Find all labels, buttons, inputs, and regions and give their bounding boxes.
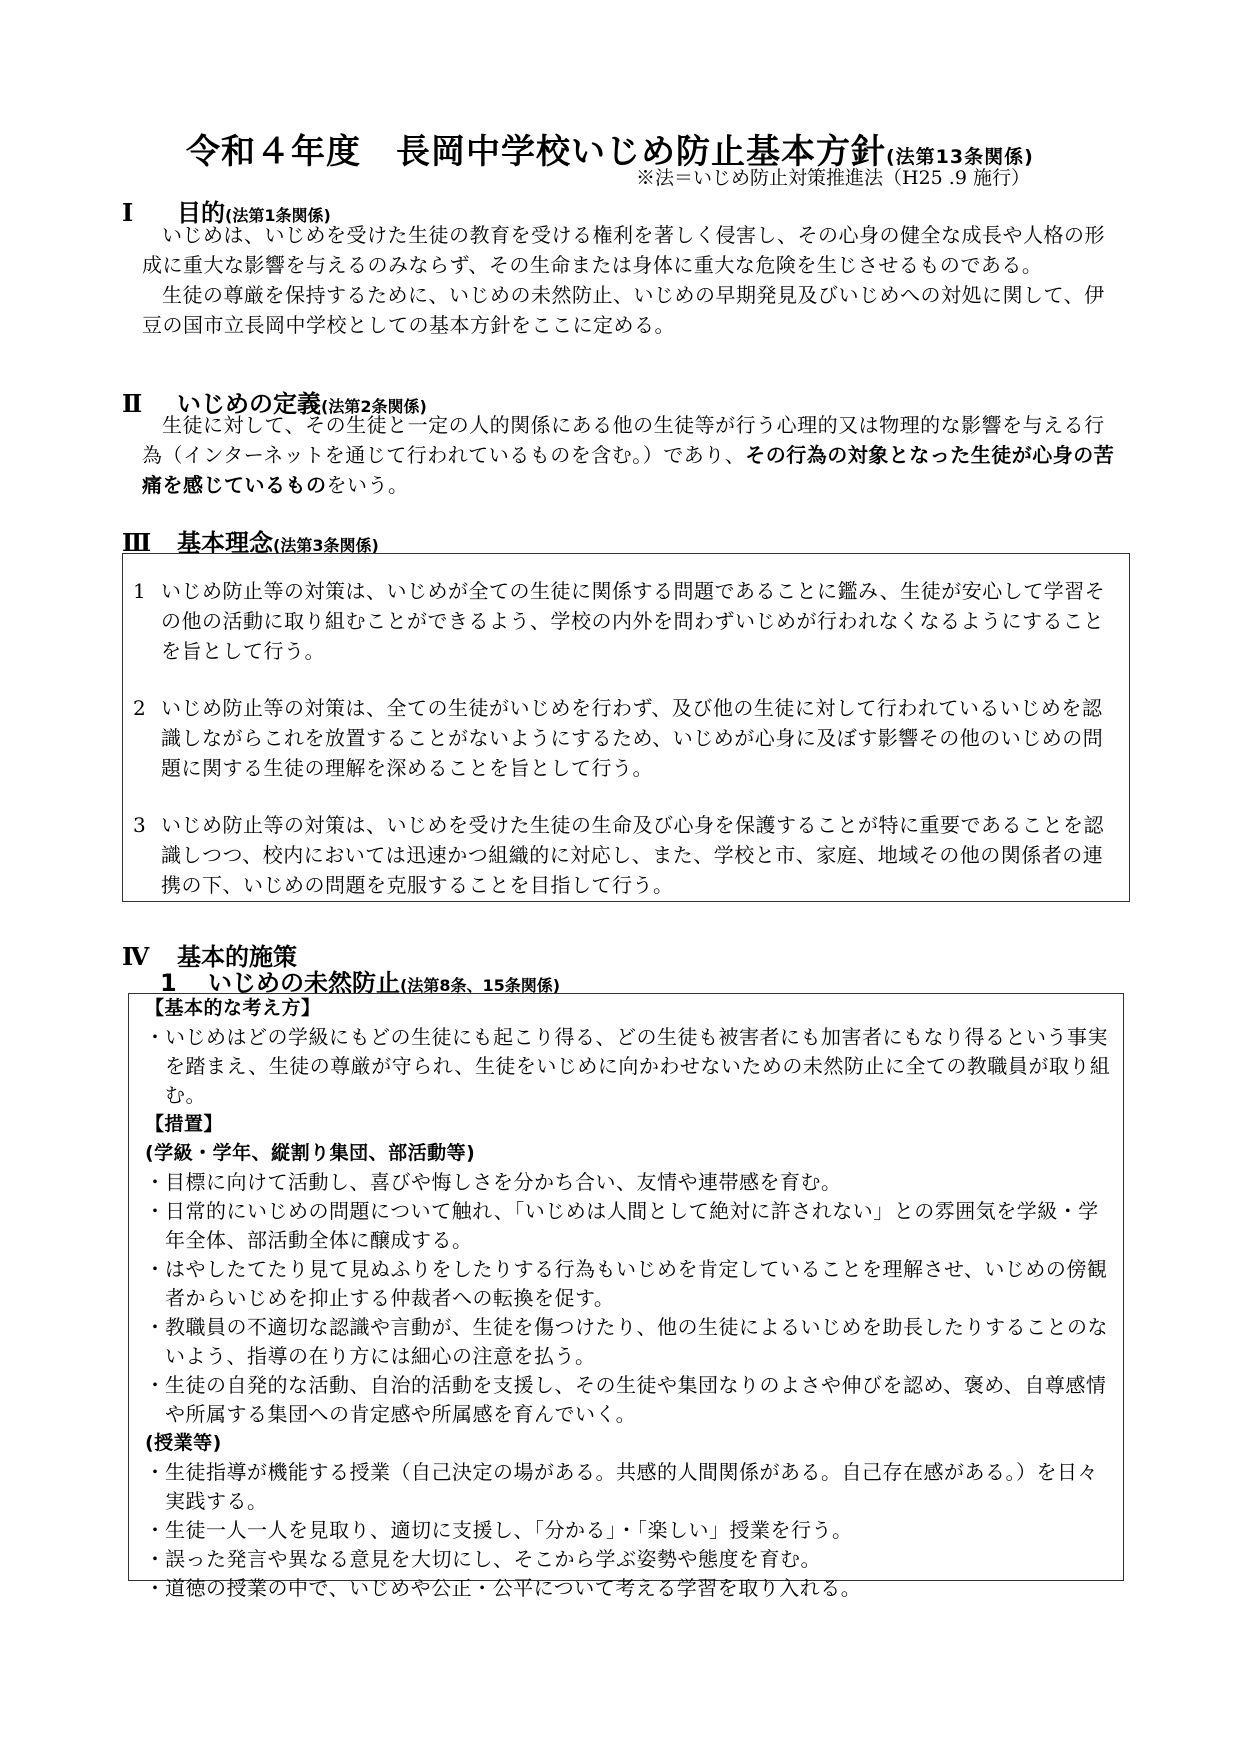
section-4-number: Ⅳ (122, 942, 150, 971)
section-3-title: 基本理念 (177, 529, 273, 557)
bullet: ・ (145, 1315, 166, 1339)
bullet: ・ (145, 1576, 166, 1600)
principle-text: いじめ防止等の対策は、いじめを受けた生徒の生命及び心身を保護することが特に重要であることを認識しつつ、校内においては迅速かつ組織的に対応し、また、学校と市、家庭、地域その他の関係者の連携の下、いじめの問題を克服することを目指して行う。 (161, 813, 1104, 897)
list-item (145, 1371, 1113, 1429)
list-item-text: 誤った発言や異なる意見を大切にし、そこから学ぶ姿勢や態度を育む。 (165, 1547, 821, 1571)
section-4-title: 基本的施策 (177, 943, 297, 971)
subsection-1-title: いじめの未然防止 (208, 969, 400, 997)
list-item-text: 道徳の授業の中で、いじめや公正・公平について考える学習を取り入れる。 (165, 1576, 862, 1600)
section-2-number: Ⅱ (122, 389, 143, 418)
list-item (145, 1168, 1113, 1197)
section-1-law-ref: (法第1条関係) (225, 206, 331, 225)
definition-emphasis: その行為の対象となった生徒が心身の苦痛を感じているもの (142, 443, 1115, 497)
bullet: ・ (145, 1518, 166, 1542)
title-law-ref: (法第13条関係) (886, 146, 1034, 168)
section-1-paragraph-2: 生徒の尊厳を保持するために、いじめの未然防止、いじめの早期発見及びいじめへの対処に関して、伊豆の国市立長岡中学校としての基本方針をここに定める。 (142, 283, 1105, 337)
section-3-number: Ⅲ (122, 528, 152, 557)
principle-number: 1 (133, 579, 147, 603)
section-2-title: いじめの定義 (177, 390, 321, 418)
principle-number: 2 (133, 696, 147, 720)
basic-concept-heading: 【基本的な考え方】 (145, 997, 321, 1019)
section-1-number: Ⅰ (122, 198, 134, 227)
principle-item (133, 810, 1119, 900)
list-item (145, 1458, 1113, 1516)
bullet: ・ (145, 1547, 166, 1571)
list-item-text: 日常的にいじめの問題について触れ、「いじめは人間として絶対に許されない」との雰囲気を学級・学年全体、部活動全体に醸成する。 (165, 1199, 1099, 1252)
subsection-1-number: 1 (160, 969, 177, 997)
bullet: ・ (145, 1373, 166, 1397)
bullet: ・ (145, 1025, 166, 1049)
list-item-text: 教職員の不適切な認識や言動が、生徒を傷つけたり、他の生徒によるいじめを助長したりすることのないよう、指導の在り方には細心の注意を払う。 (165, 1315, 1108, 1368)
bullet: ・ (145, 1257, 166, 1281)
list-item-text: いじめはどの学級にもどの生徒にも起こり得る、どの生徒も被害者にも加害者にもなり得るという事実を踏まえ、生徒の尊厳が守られ、生徒をいじめに向かわせないための未然防止に全ての教職員が取り組む。 (165, 1025, 1111, 1107)
list-item-text: 目標に向けて活動し、喜びや悔しさを分かち合い、友情や連帯感を育む。 (165, 1170, 842, 1194)
principle-number: 3 (133, 813, 147, 837)
principle-item (133, 576, 1119, 666)
basic-principles-box (122, 553, 1130, 902)
section-3-law-ref: (法第3条関係) (273, 536, 379, 555)
definition-text: 生徒に対して、その生徒と一定の人的関係にある他の生徒等が行う心理的又は物理的な影響を与える行為（インターネットを通じて行われているものを含む。）であり、 (142, 413, 1105, 467)
bullet: ・ (145, 1170, 166, 1194)
list-item (145, 1545, 1113, 1574)
title-main: 令和４年度 長岡中学校いじめ防止基本方針 (186, 132, 886, 172)
principle-text: いじめ防止等の対策は、全ての生徒がいじめを行わず、及び他の生徒に対して行われているいじめを認識しながらこれを放置することがないようにするため、いじめが心身に及ぼす影響その他のいじめの問題に関する生徒の理解を深めることを旨として行う。 (161, 696, 1104, 780)
list-item-text: 生徒指導が機能する授業（自己決定の場がある。共感的人間関係がある。自己存在感がある。）を日々実践する。 (165, 1460, 1098, 1513)
list-item (145, 1197, 1113, 1255)
list-item-text: はやしたてたり見て見ぬふりをしたりする行為もいじめを肯定していることを理解させ、いじめの傍観者からいじめを抑止する仲裁者への転換を促す。 (165, 1257, 1108, 1310)
list-item (145, 1574, 1113, 1603)
measures-heading: 【措置】 (145, 1113, 224, 1135)
list-item-text: 生徒一人一人を見取り、適切に支援し、「分かる」・「楽しい」授業を行う。 (165, 1518, 853, 1542)
subsection-1-law-ref: (法第8条、15条関係) (400, 976, 561, 995)
lessons-heading: (授業等) (145, 1432, 222, 1454)
definition-text-end: をいう。 (326, 473, 409, 497)
list-item (145, 1516, 1113, 1545)
prevention-box (128, 993, 1124, 1600)
list-item (145, 1023, 1113, 1110)
class-group-heading: (学級・学年、縦割り集団、部活動等) (145, 1142, 476, 1164)
bullet: ・ (145, 1460, 166, 1484)
section-2-paragraph (142, 410, 1122, 500)
section-2-law-ref: (法第2条関係) (321, 397, 427, 416)
principle-text: いじめ防止等の対策は、いじめが全ての生徒に関係する問題であることに鑑み、生徒が安心して学習その他の活動に取り組むことができるよう、学校の内外を問わずいじめが行われなくなるようにすることを旨として行う。 (161, 579, 1106, 663)
section-1-title: 目的 (177, 199, 225, 227)
law-note: ※法＝いじめ防止対策推進法（H25 .9 施行） (636, 167, 1030, 189)
bullet: ・ (145, 1199, 166, 1223)
section-1-body (142, 220, 1122, 340)
list-item (145, 1255, 1113, 1313)
list-item (145, 1313, 1113, 1371)
list-item-text: 生徒の自発的な活動、自治的活動を支援し、その生徒や集団なりのよさや伸びを認め、褒め、自尊感情や所属する集団への肯定感や所属感を育んでいく。 (165, 1373, 1107, 1426)
section-1-paragraph-1: いじめは、いじめを受けた生徒の教育を受ける権利を著しく侵害し、その心身の健全な成長や人格の形成に重大な影響を与えるのみならず、その生命または身体に重大な危険を生じさせるものである。 (142, 223, 1105, 277)
principle-item (133, 693, 1119, 783)
section-2-body (142, 410, 1122, 500)
